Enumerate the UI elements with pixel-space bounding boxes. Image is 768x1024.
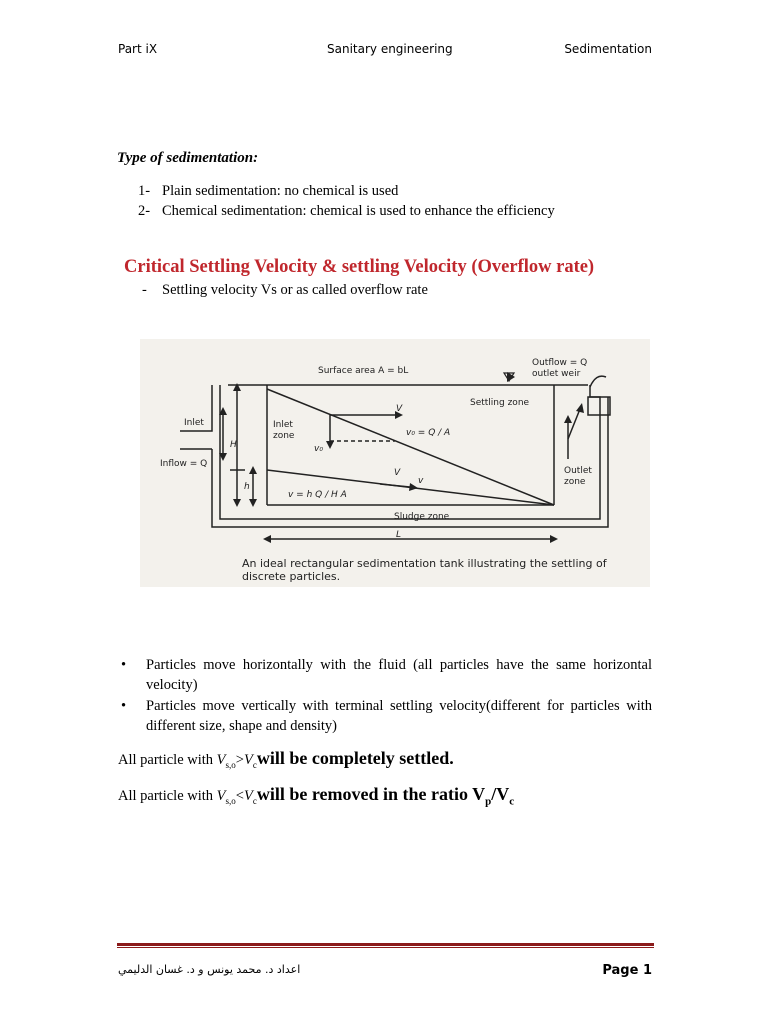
types-title: Type of sedimentation: <box>117 150 259 166</box>
outlet-zone-label-2: zone <box>564 477 586 487</box>
length-label: L <box>396 530 402 540</box>
h-big-label: H <box>230 440 237 450</box>
dash-text: Settling velocity Vs or as called overflow rate <box>162 282 428 298</box>
inflow-label: Inflow = Q <box>160 459 208 469</box>
settled-condition: All particle with $V_{s,o}>V_cwill$ be completely settled. <box>118 748 454 770</box>
list-text: Plain sedimentation: no chemical is used <box>162 183 399 199</box>
outflow-label: Outflow = Q <box>532 358 588 368</box>
list-item <box>118 655 652 695</box>
bullet-marker: • <box>121 698 127 714</box>
inlet-zone-label-2: zone <box>273 431 295 441</box>
h-small-label: h <box>244 482 250 492</box>
v-equation: v = h Q / H A <box>288 490 347 500</box>
page-header <box>118 42 652 62</box>
tank-wall <box>220 385 600 519</box>
footer-divider <box>117 943 654 946</box>
settling-zone-label: Settling zone <box>470 398 530 408</box>
v-small-label: v <box>418 476 424 486</box>
bullet-text: Particles move vertically with terminal settling velocity(different for particles with different size, shape and density) <box>146 698 652 734</box>
list-number: 1- <box>138 183 151 199</box>
caption-line: discrete particles. <box>242 570 341 583</box>
inlet-zone-label: Inlet <box>273 420 293 430</box>
footer-divider-thin <box>117 947 654 948</box>
outflow-curve <box>590 376 606 387</box>
outlet-zone-label: Outlet <box>564 466 592 476</box>
header-subject: Sanitary engineering <box>327 42 453 56</box>
footer-authors: اعداد د. محمد يونس و د. غسان الدليمي <box>118 963 301 976</box>
sludge-zone-label: Sludge zone <box>394 512 450 522</box>
list-number: 2- <box>138 203 151 219</box>
critical-velocity-heading: Critical Settling Velocity & settling Velocity (Overflow rate) <box>124 257 595 277</box>
surface-area-label: Surface area A = bL <box>318 366 409 376</box>
dash-marker: - <box>142 282 147 298</box>
tank-diagram <box>140 339 650 587</box>
list-item <box>138 181 555 201</box>
tank-outer-wall <box>212 397 608 527</box>
v-mid-label: V <box>394 468 401 478</box>
v0-label: v₀ <box>314 444 323 454</box>
bullet-marker: • <box>121 657 127 673</box>
removal-ratio-condition: All particle with $V_{s,o}<V_cwill$ be removed in the ratio $V_p/V_c$ <box>118 784 515 808</box>
outlet-weir-label: outlet weir <box>532 369 581 379</box>
types-list <box>138 181 555 221</box>
list-item <box>138 201 555 221</box>
sedimentation-tank-figure <box>140 339 650 587</box>
v0-equation: v₀ = Q / A <box>406 428 451 438</box>
outlet-weir-box <box>588 397 610 415</box>
list-text: Chemical sedimentation: chemical is used to enhance the efficiency <box>162 203 555 219</box>
caption-line: An ideal rectangular sedimentation tank illustrating the settling of <box>242 557 607 570</box>
header-part: Part iX <box>118 42 158 56</box>
v-top-label: V <box>396 404 403 414</box>
list-item <box>118 696 652 736</box>
outlet-arrow-diag <box>568 409 580 439</box>
figure-caption <box>242 557 642 583</box>
v-mid-vector <box>380 484 410 487</box>
page-number: Page 1 <box>602 963 652 978</box>
dash-list-item <box>142 282 428 299</box>
inlet-label: Inlet <box>184 418 204 428</box>
header-topic: Sedimentation <box>564 42 652 56</box>
bullet-text: Particles move horizontally with the fluid (all particles have the same horizontal velocity) <box>146 657 652 693</box>
bullet-list <box>118 655 652 737</box>
